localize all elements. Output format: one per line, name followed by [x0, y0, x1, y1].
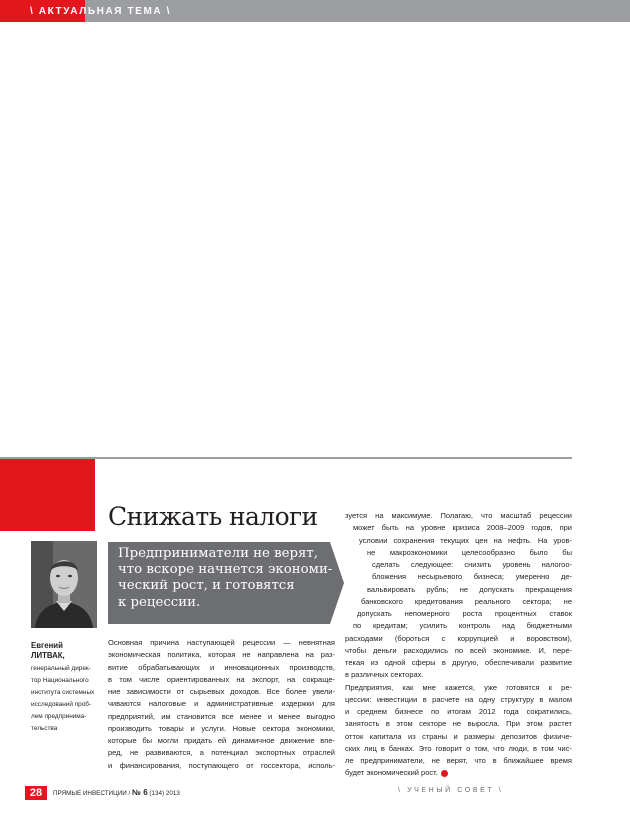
body-line: текая из одной сферы в другую, обеспечивали развитие: [345, 658, 572, 667]
body-line: не макроэкономики целесообразно было бы: [367, 547, 572, 557]
lead-text: [118, 546, 333, 611]
body-line: чтобы деньги расходились по всей экономике. И, пере-: [345, 645, 572, 655]
author-desc-line: лем предпринима-: [31, 713, 87, 720]
body-line: ских лиц в банках. Это говорит о том, что люди, в том чис-: [345, 743, 572, 753]
footer-magazine: [53, 788, 180, 799]
author-desc-line: института системных: [31, 689, 95, 696]
body-line: предприятий, им становится все менее и менее выгодно: [108, 711, 335, 721]
body-line: витие обрабатывающих и инновационных производств,: [108, 662, 335, 672]
body-line: и среднем бизнесе по итогам 2012 года сократились,: [345, 707, 572, 716]
body-line: расходами (бороться с коррупцией и воровством),: [345, 633, 572, 643]
lead-line: к рецессии.: [118, 594, 201, 610]
page-number: 28: [29, 787, 43, 799]
magazine-name: ПРЯМЫЕ ИНВЕСТИЦИИ /: [53, 790, 131, 797]
red-accent-square: [0, 459, 95, 531]
lead-line: ческий рост, и готовятся: [118, 578, 295, 594]
body-line: в том числе ориентированных на экспорт, на сокраще-: [108, 674, 335, 684]
body-line: ле предприниматели, не верят, что в ближайшее время: [345, 756, 572, 765]
body-line: ред, не развиваются, а потенциал экспортных отраслей: [108, 748, 335, 758]
author-desc-line: тор Национального: [31, 677, 89, 684]
body-line: сделать следующее: снизить уровень налогоо-: [372, 560, 572, 569]
author-description: [31, 663, 94, 735]
lead-line: Предприниматели не верят,: [118, 546, 318, 561]
footer-rubric: \ УЧЕНЫЙ СОВЕТ \: [398, 787, 504, 794]
body-line: бложения несырьевого бизнеса; умеренно де-: [372, 572, 572, 582]
author-photo: [31, 541, 97, 628]
body-line: которые бы могли придать ей динамичное движение впе-: [108, 736, 335, 745]
body-line: отток капитала из страны и размеры депозитов физиче-: [345, 731, 572, 741]
body-line: может быть на уровне кризиса 2008–2009 годов, при: [353, 523, 572, 533]
body-line: зуется на максимуме. Полагаю, что масштаб рецессии: [345, 511, 572, 520]
author-desc-line: генеральный дирек-: [31, 665, 91, 672]
body-line: цессии: инвестиции в расчете на одну структуру в малом: [345, 694, 572, 704]
issue-number: № 6: [132, 788, 148, 797]
author-last-name: ЛИТВАК,: [31, 651, 65, 660]
body-line: вальвировать рубль; не допускать прекращения: [367, 584, 572, 594]
lead-line: что вскоре начнется экономи-: [118, 562, 333, 578]
body-line: чиваются налоговые и административные издержки для: [108, 699, 335, 709]
body-line: будет экономический рост.: [345, 768, 438, 778]
body-line: Основная причина наступающей рецессии — невнятная: [108, 638, 335, 647]
body-line: допускать непомерного роста процентных ставок: [357, 609, 572, 618]
body-line: занятость в этом секторе не выросла. При этом растет: [345, 719, 572, 729]
body-line: по кредитам; усилить контроль над бюджетными: [353, 621, 572, 631]
author-desc-line: исследований проб-: [31, 701, 92, 708]
body-line: ние зависимости от сырьевых доходов. Все более увели-: [108, 687, 335, 696]
body-line: условии сохранения текущих цен на нефть. На уров-: [359, 535, 572, 545]
article-headline: Снижать налоги: [108, 502, 318, 531]
issue-detail: (134) 2013: [149, 790, 180, 797]
body-line: банковского кредитования реального сектора; не: [361, 596, 572, 606]
section-label: \ АКТУАЛЬНАЯ ТЕМА \: [30, 6, 171, 17]
body-line: производить товары и услуги. Новые сектора экономики,: [108, 723, 335, 733]
body-line: и финансирования, поступающего от госсектора, исполь-: [108, 760, 335, 770]
end-mark-icon: [441, 770, 448, 777]
author-first-name: Евгений: [31, 641, 63, 650]
body-line: экономическая политика, которая не направлена на раз-: [108, 650, 335, 660]
body-line: Предприятия, как мне кажется, уже готовятся к ре-: [345, 682, 572, 692]
body-last-line: [345, 767, 572, 779]
author-desc-line: тельства: [31, 725, 58, 732]
body-column-2: [345, 510, 572, 780]
body-line: в различных секторах.: [345, 670, 424, 680]
body-column-1: [108, 637, 335, 772]
author-name: [31, 641, 65, 661]
